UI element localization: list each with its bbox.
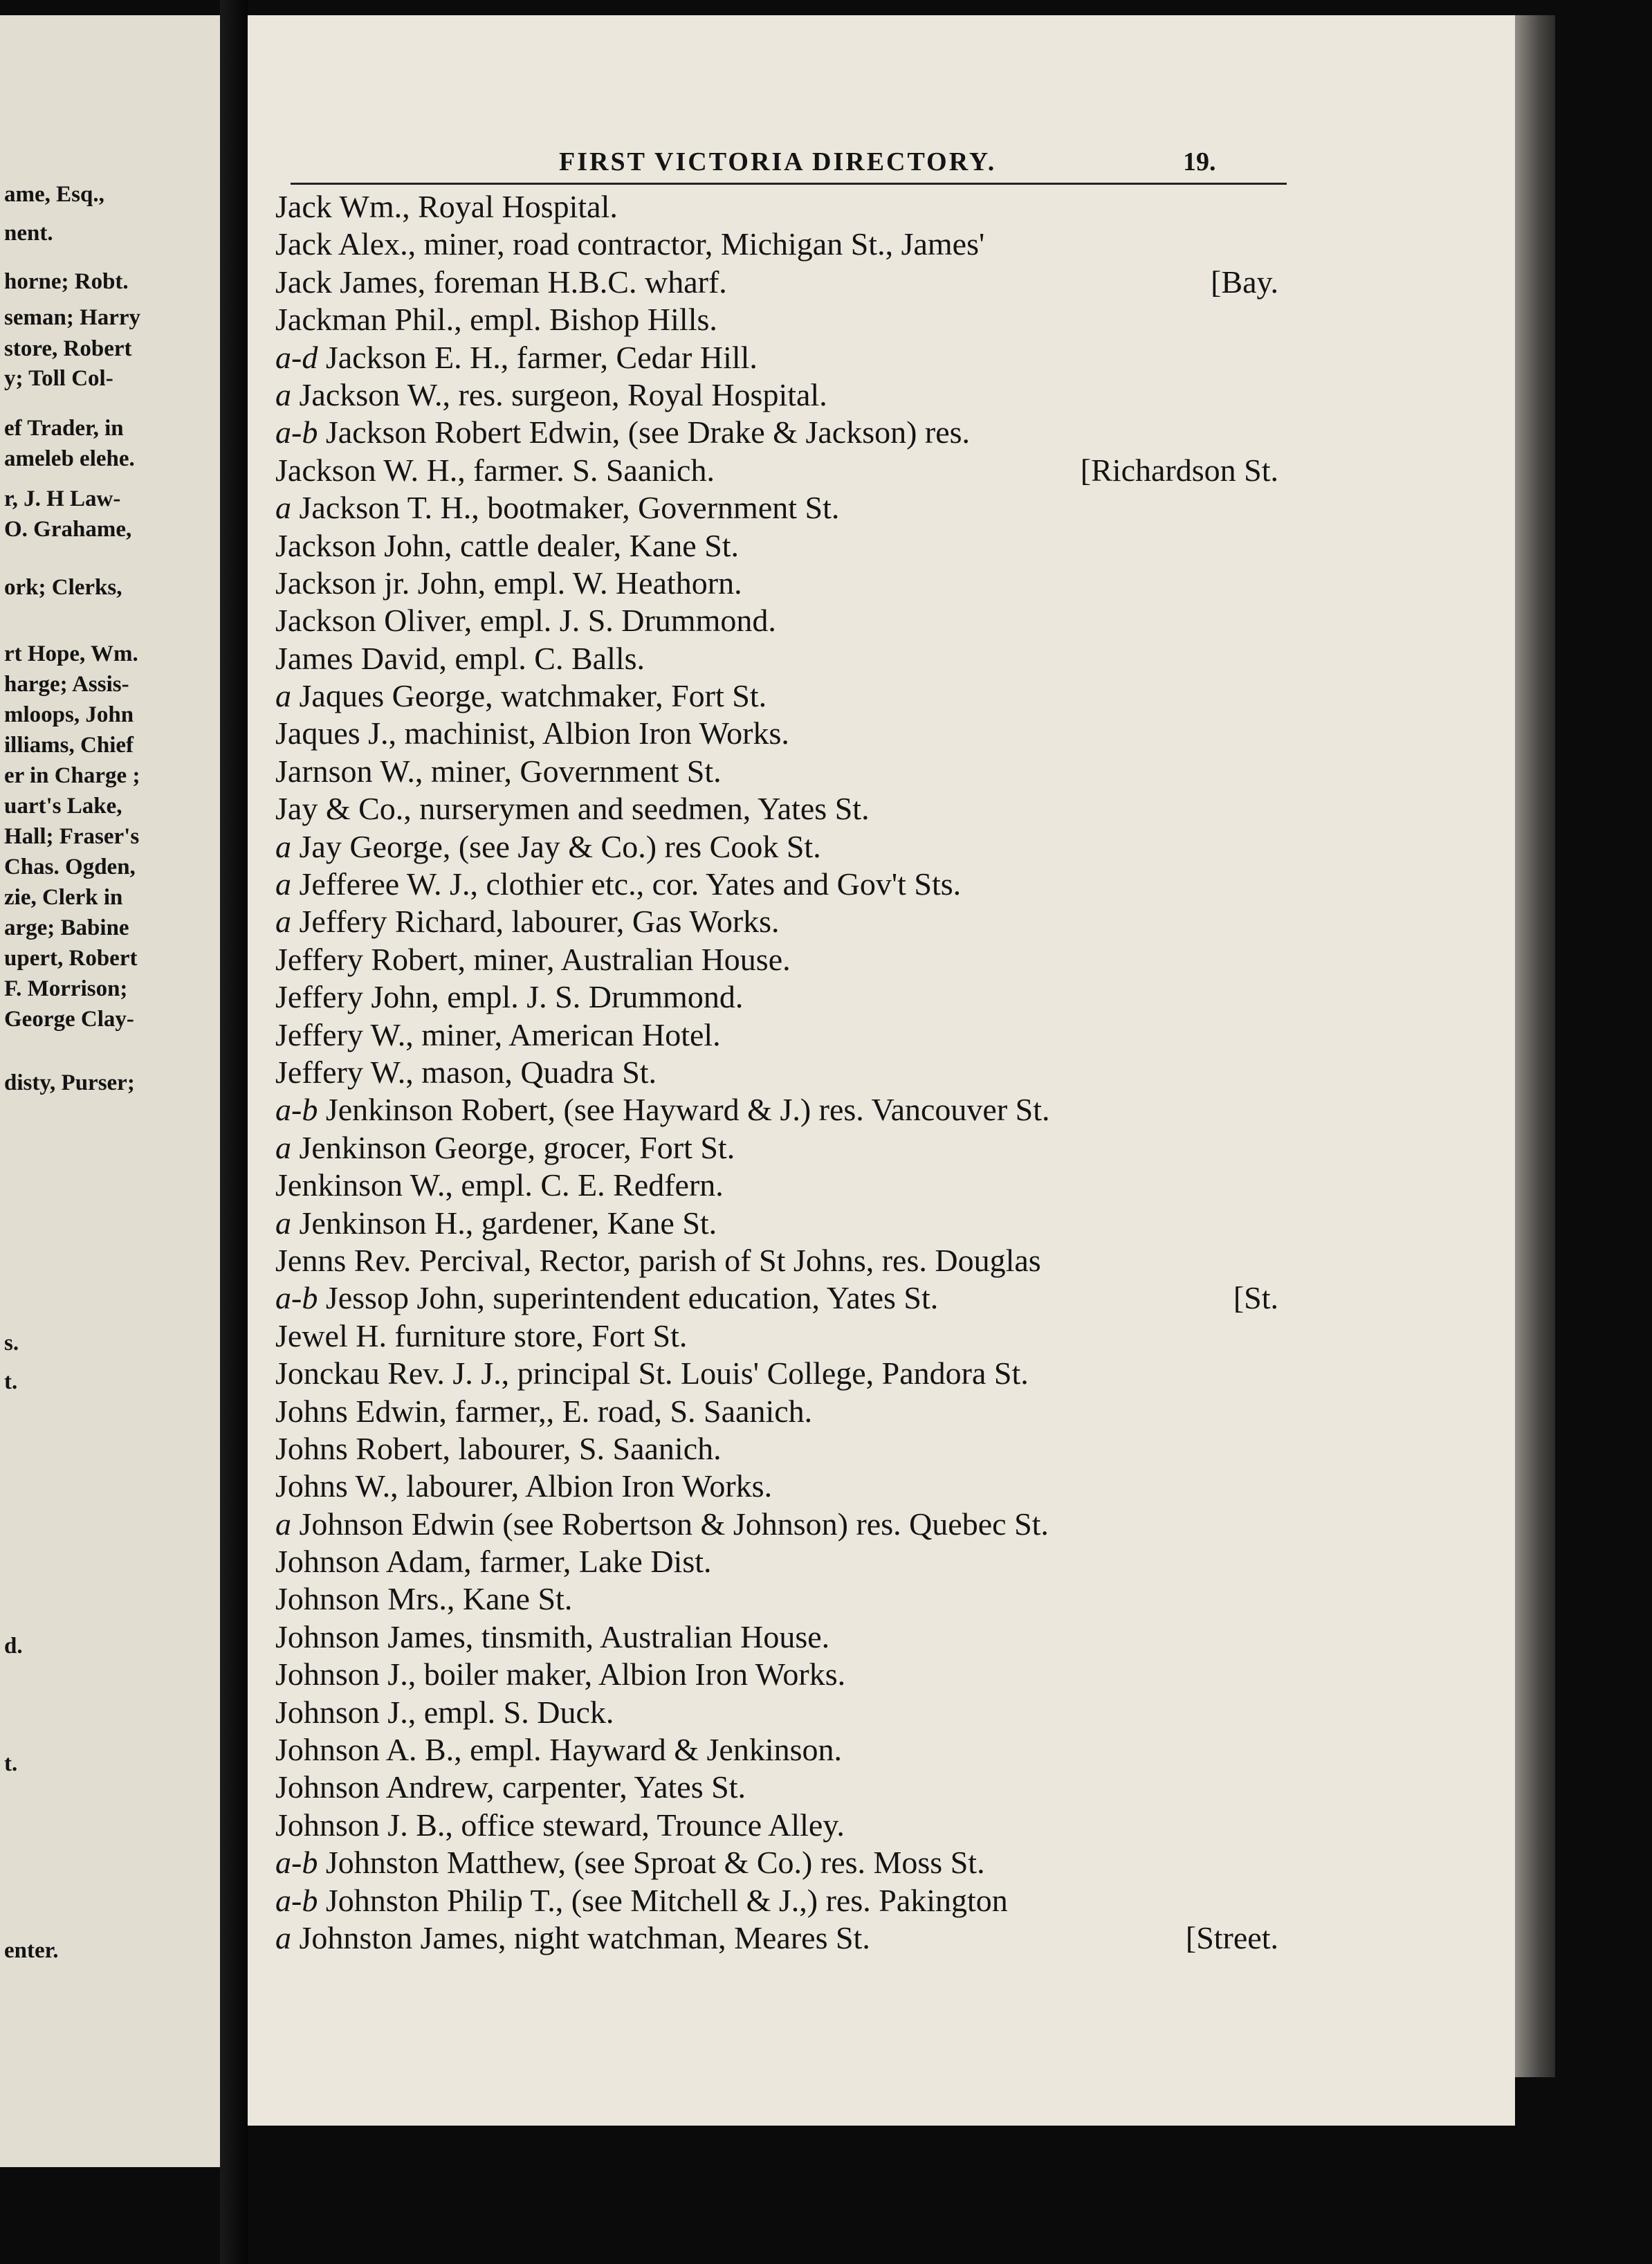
left-page-text-fragment: George Clay- xyxy=(4,1007,134,1032)
entry-text: Johnston Philip T., (see Mitchell & J.,) res. Pakington xyxy=(325,1882,1008,1918)
left-page-text-fragment: Chas. Ogden, xyxy=(4,855,136,879)
directory-entry xyxy=(275,1731,1278,1769)
entry-text: Jackson T. H., bootmaker, Government St. xyxy=(299,490,840,526)
left-page-text-fragment: ef Trader, in xyxy=(4,416,124,441)
entry-text: Johnson Mrs., Kane St. xyxy=(275,1581,573,1617)
page-edge xyxy=(1515,15,1555,2077)
entry-text: Johns Robert, labourer, S. Saanich. xyxy=(275,1430,722,1466)
entry-prefix: a-d xyxy=(275,339,318,375)
directory-entry xyxy=(275,866,1278,903)
left-page-text-fragment: enter. xyxy=(4,1938,59,1963)
left-page-fragment xyxy=(0,15,220,2167)
entry-text: Jay & Co., nurserymen and seedmen, Yates St. xyxy=(275,791,870,827)
entry-continuation: [Richardson St. xyxy=(1080,452,1278,488)
entry-text: Johnson A. B., empl. Hayward & Jenkinson. xyxy=(275,1732,843,1768)
entry-text: James David, empl. C. Balls. xyxy=(275,640,645,676)
left-page-text-fragment: er in Charge ; xyxy=(4,763,140,788)
entry-continuation: [Street. xyxy=(1185,1919,1278,1955)
directory-entry xyxy=(275,978,1278,1016)
entry-text: Jenkinson Robert, (see Hayward & J.) res. Vancouver St. xyxy=(325,1092,1050,1128)
directory-entry xyxy=(275,602,1278,639)
entry-text: Jaques J., machinist, Albion Iron Works. xyxy=(275,715,789,751)
entry-text: Jackson E. H., farmer, Cedar Hill. xyxy=(325,339,758,375)
entry-prefix: a xyxy=(275,866,291,902)
entry-text: Jackson W., res. surgeon, Royal Hospital. xyxy=(299,376,827,412)
entry-text: Jefferee W. J., clothier etc., cor. Yates and Gov't Sts. xyxy=(299,866,962,902)
entry-text: Jeffery Richard, labourer, Gas Works. xyxy=(299,904,780,940)
left-page-text-fragment: uart's Lake, xyxy=(4,794,122,819)
entry-text: Johnson J., empl. S. Duck. xyxy=(275,1694,614,1730)
directory-entry xyxy=(275,301,1278,338)
directory-entry xyxy=(275,1129,1278,1167)
entry-text: Jewel H. furniture store, Fort St. xyxy=(275,1317,688,1353)
entry-text: Jenkinson George, grocer, Fort St. xyxy=(299,1129,735,1165)
entry-text: Jaques George, watchmaker, Fort St. xyxy=(299,678,767,714)
left-page-text-fragment: O. Grahame, xyxy=(4,517,132,542)
left-page-text-fragment: nent. xyxy=(4,221,53,246)
entry-prefix: a xyxy=(275,828,291,864)
directory-entry xyxy=(275,1167,1278,1204)
left-page-text-fragment: F. Morrison; xyxy=(4,976,128,1001)
directory-entry xyxy=(275,1091,1278,1129)
directory-entry xyxy=(275,1769,1278,1806)
left-page-text-fragment: arge; Babine xyxy=(4,915,129,940)
directory-entry xyxy=(275,226,1278,263)
directory-entry xyxy=(275,1355,1278,1392)
directory-entry xyxy=(275,1807,1278,1844)
directory-entry xyxy=(275,640,1278,677)
left-page-text-fragment: Hall; Fraser's xyxy=(4,824,140,849)
directory-entry xyxy=(275,941,1278,978)
directory-entry xyxy=(275,1506,1278,1543)
left-page-text-fragment: t. xyxy=(4,1369,18,1394)
directory-entry xyxy=(275,452,1278,489)
entry-text: Jackson John, cattle dealer, Kane St. xyxy=(275,527,740,563)
directory-entry xyxy=(275,376,1278,414)
directory-entry xyxy=(275,1393,1278,1430)
directory-entry xyxy=(275,1205,1278,1242)
left-page-text-fragment: zie, Clerk in xyxy=(4,885,123,910)
entry-text: Johnson J., boiler maker, Albion Iron Works. xyxy=(275,1656,846,1692)
directory-entry xyxy=(275,489,1278,527)
left-page-text-fragment: store, Robert xyxy=(4,336,132,361)
entry-prefix: a-b xyxy=(275,1845,318,1881)
left-page-text-fragment: y; Toll Col- xyxy=(4,366,113,391)
directory-entry xyxy=(275,565,1278,602)
entry-text: Jeffery John, empl. J. S. Drummond. xyxy=(275,979,744,1015)
entry-prefix: a-b xyxy=(275,1280,318,1316)
entry-text: Johnston Matthew, (see Sproat & Co.) res. Moss St. xyxy=(325,1845,985,1881)
book-gutter xyxy=(220,0,248,2264)
entry-continuation: [St. xyxy=(1233,1280,1278,1316)
entry-text: Johnson J. B., office steward, Trounce Alley. xyxy=(275,1807,845,1843)
directory-entry xyxy=(275,1242,1278,1279)
entry-text: Jack James, foreman H.B.C. wharf. xyxy=(275,264,727,300)
directory-entry xyxy=(275,1618,1278,1656)
left-page-text-fragment: illiams, Chief xyxy=(4,733,134,758)
left-page-text-fragment: harge; Assis- xyxy=(4,672,129,697)
left-page-text-fragment: mloops, John xyxy=(4,702,134,727)
entry-prefix: a xyxy=(275,1205,291,1241)
left-page-text-fragment: ameleb elehe. xyxy=(4,446,135,471)
left-page-text-fragment: r, J. H Law- xyxy=(4,486,121,511)
entry-text: Jessop John, superintendent education, Yates St. xyxy=(325,1280,939,1316)
left-page-text-fragment: seman; Harry xyxy=(4,305,141,330)
directory-entry xyxy=(275,1694,1278,1731)
directory-entry xyxy=(275,677,1278,715)
entry-text: Johns W., labourer, Albion Iron Works. xyxy=(275,1468,773,1504)
entry-text: Jack Wm., Royal Hospital. xyxy=(275,189,618,224)
left-page-text-fragment: disty, Purser; xyxy=(4,1070,135,1095)
entry-text: Jeffery Robert, miner, Australian House. xyxy=(275,941,791,977)
entry-text: Jackson Oliver, empl. J. S. Drummond. xyxy=(275,603,776,639)
entry-text: Jarnson W., miner, Government St. xyxy=(275,753,722,789)
entry-prefix: a xyxy=(275,1919,291,1955)
directory-entry xyxy=(275,903,1278,940)
directory-entry xyxy=(275,1468,1278,1505)
directory-entry xyxy=(275,1844,1278,1881)
directory-entry xyxy=(275,1580,1278,1618)
entry-text: Jenkinson H., gardener, Kane St. xyxy=(299,1205,717,1241)
entry-text: Jackson W. H., farmer. S. Saanich. xyxy=(275,452,715,488)
entry-text: Johns Edwin, farmer,, E. road, S. Saanich. xyxy=(275,1393,813,1429)
entry-text: Jenns Rev. Percival, Rector, parish of St Johns, res. Douglas xyxy=(275,1242,1041,1278)
left-page-text-fragment: ame, Esq., xyxy=(4,182,104,207)
entry-text: Jay George, (see Jay & Co.) res Cook St. xyxy=(299,828,821,864)
header-rule xyxy=(291,183,1287,185)
directory-entry xyxy=(275,1016,1278,1054)
entry-prefix: a xyxy=(275,904,291,940)
directory-entry xyxy=(275,1317,1278,1355)
left-page-text-fragment: s. xyxy=(4,1331,19,1355)
left-page-text-fragment: t. xyxy=(4,1751,18,1776)
entry-text: Jackson jr. John, empl. W. Heathorn. xyxy=(275,565,742,601)
page-number: 19. xyxy=(1183,147,1216,176)
directory-entry xyxy=(275,1279,1278,1317)
entry-text: Jenkinson W., empl. C. E. Redfern. xyxy=(275,1167,724,1203)
directory-entry xyxy=(275,1882,1278,1919)
entry-prefix: a-b xyxy=(275,414,318,450)
entry-text: Johnston James, night watchman, Meares St. xyxy=(299,1919,870,1955)
entry-prefix: a-b xyxy=(275,1882,318,1918)
entry-text: Jack Alex., miner, road contractor, Michigan St., James' xyxy=(275,226,985,262)
entry-prefix: a xyxy=(275,490,291,526)
left-page-text-fragment: rt Hope, Wm. xyxy=(4,641,138,666)
directory-entry xyxy=(275,753,1278,790)
entry-text: Johnson Adam, farmer, Lake Dist. xyxy=(275,1544,712,1580)
directory-entry xyxy=(275,1054,1278,1091)
left-page-text-fragment: horne; Robt. xyxy=(4,269,129,294)
entry-prefix: a-b xyxy=(275,1092,318,1128)
directory-entry xyxy=(275,828,1278,866)
entry-text: Jackson Robert Edwin, (see Drake & Jackson) res. xyxy=(325,414,971,450)
directory-entry xyxy=(275,1656,1278,1693)
entry-text: Jeffery W., miner, American Hotel. xyxy=(275,1016,721,1052)
directory-entry xyxy=(275,264,1278,301)
left-page-text-fragment: d. xyxy=(4,1634,23,1659)
entry-text: Johnson Edwin (see Robertson & Johnson) res. Quebec St. xyxy=(299,1506,1049,1542)
left-page-text-fragment: upert, Robert xyxy=(4,946,138,971)
directory-entry xyxy=(275,790,1278,828)
directory-entry xyxy=(275,1919,1278,1957)
directory-entry xyxy=(275,414,1278,451)
entry-text: Jeffery W., mason, Quadra St. xyxy=(275,1054,657,1090)
directory-entry xyxy=(275,1543,1278,1580)
entry-prefix: a xyxy=(275,1506,291,1542)
entry-text: Johnson Andrew, carpenter, Yates St. xyxy=(275,1769,746,1805)
directory-entry xyxy=(275,1430,1278,1468)
running-head xyxy=(284,147,1294,185)
entry-text: Jonckau Rev. J. J., principal St. Louis' College, Pandora St. xyxy=(275,1355,1029,1391)
entry-text: Johnson James, tinsmith, Australian House. xyxy=(275,1618,830,1654)
directory-entry xyxy=(275,339,1278,376)
directory-entry xyxy=(275,527,1278,565)
entry-prefix: a xyxy=(275,1129,291,1165)
entry-text: Jackman Phil., empl. Bishop Hills. xyxy=(275,302,717,338)
directory-entry xyxy=(275,715,1278,752)
directory-entry xyxy=(275,188,1278,226)
entry-prefix: a xyxy=(275,376,291,412)
directory-entries xyxy=(275,188,1278,1957)
left-page-text-fragment: ork; Clerks, xyxy=(4,575,122,600)
page-title: FIRST VICTORIA DIRECTORY. xyxy=(559,147,997,176)
entry-prefix: a xyxy=(275,678,291,714)
entry-continuation: [Bay. xyxy=(1211,264,1278,300)
